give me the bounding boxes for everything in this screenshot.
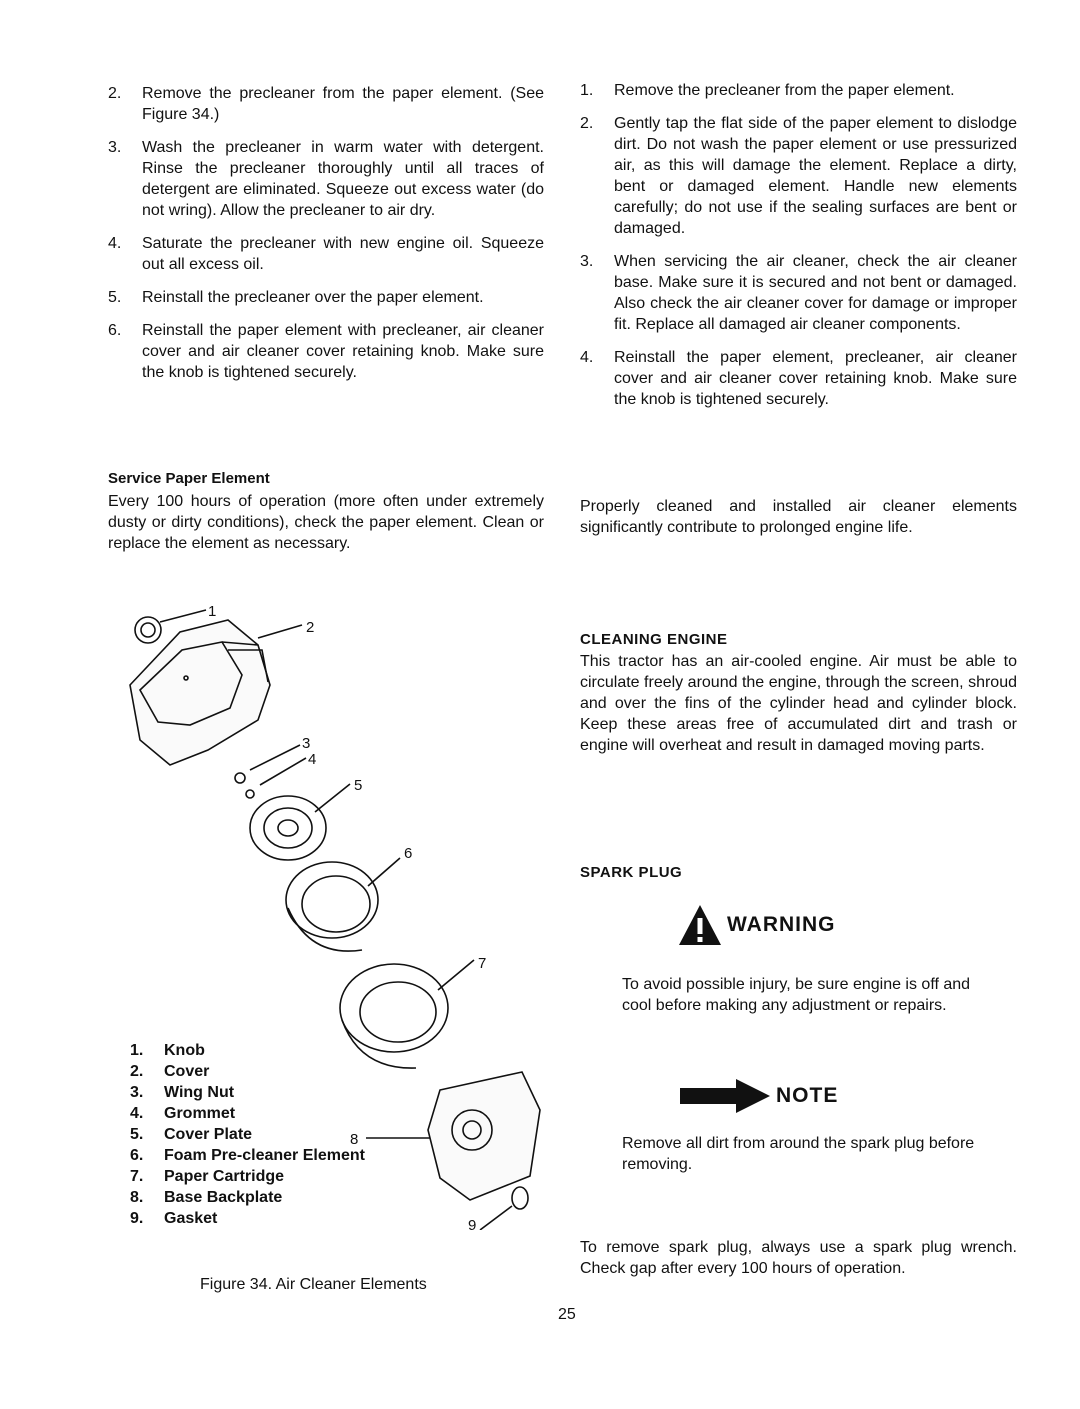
list-item: 6. Reinstall the paper element with precleaner, air cleaner cover and air cleaner cover retaining knob. Make sure the knob is tightened securely.: [108, 322, 544, 381]
list-item: 2. Gently tap the flat side of the paper element to dislodge dirt. Do not wash the paper element or use pressurized air, as this will damage the element. Replace a dirty, bent or damaged element. Handle new elements carefully; do not use if the sealing surfaces are bent or damaged.: [580, 115, 1017, 237]
cover-part: [130, 620, 302, 765]
callout-8: 8: [350, 1131, 359, 1148]
warning-triangle-icon: [677, 903, 723, 947]
properly-cleaned-text: Properly cleaned and installed air cleaner elements significantly contribute to prolonged engine life.: [580, 498, 1017, 536]
warning-banner: [677, 902, 836, 948]
page-number: 25: [558, 1306, 576, 1323]
list-item: 1. Remove the precleaner from the paper element.: [580, 82, 955, 99]
list-item: 4. Saturate the precleaner with new engine oil. Squeeze out all excess oil.: [108, 235, 544, 273]
legend-item: 6. Foam Pre-cleaner Element: [130, 1147, 365, 1164]
callout-6: 6: [404, 845, 413, 862]
remove-spark-plug-text: To remove spark plug, always use a spark plug wrench. Check gap after every 100 hours of operation.: [580, 1239, 1017, 1277]
list-item: 5. Reinstall the precleaner over the paper element.: [108, 289, 484, 306]
legend-item: 3. Wing Nut: [130, 1084, 235, 1101]
legend-item: 8. Base Backplate: [130, 1189, 283, 1206]
legend-item: 2. Cover: [130, 1063, 210, 1080]
callout-2: 2: [306, 619, 315, 636]
warning-text: To avoid possible injury, be sure engine is off and cool before making any adjustment or repairs.: [622, 976, 971, 1014]
left-steps-list: [108, 83, 544, 395]
list-item: 3. Wash the precleaner in warm water with detergent. Rinse the precleaner thoroughly until all traces of detergent are eliminated. Squeeze out excess water (do not wring). Allow the precleaner to air dry.: [108, 139, 544, 219]
callout-4: 4: [308, 751, 317, 768]
callout-1: 1: [208, 603, 217, 620]
service-paper-body: Every 100 hours of operation (more often under extremely dusty or dirty conditions), check the paper element. Clean or replace the element as necessary.: [108, 493, 544, 552]
wing-nut-part: [235, 745, 306, 798]
base-backplate-part: [366, 1072, 540, 1200]
foam-precleaner-part: [286, 858, 400, 951]
right-steps-list: [580, 80, 1017, 422]
cover-plate-part: [250, 784, 350, 860]
callout-7: 7: [478, 955, 487, 972]
callout-3: 3: [302, 735, 311, 752]
legend-item: 4. Grommet: [130, 1105, 236, 1122]
note-arrow-icon: [680, 1077, 772, 1115]
legend-item: 1. Knob: [130, 1042, 205, 1059]
figure-caption: Figure 34. Air Cleaner Elements: [200, 1276, 427, 1293]
note-text: Remove all dirt from around the spark plug before removing.: [622, 1135, 975, 1173]
legend-item: 7. Paper Cartridge: [130, 1168, 285, 1185]
list-item: 4. Reinstall the paper element, precleaner, air cleaner cover and air cleaner cover retaining knob. Make sure the knob is tightened securely.: [580, 349, 1017, 408]
list-item: 3. When servicing the air cleaner, check the air cleaner base. Make sure it is secured and not bent or damaged. Also check the air cleaner cover for damage or improper fit. Replace all damaged air cleaner components.: [580, 253, 1017, 333]
legend-item: 9. Gasket: [130, 1210, 218, 1227]
cleaning-engine-body: This tractor has an air-cooled engine. Air must be able to circulate freely around the engine, through the screen, shroud and over the fins of the cylinder head and cylinder block. Keep these areas free of accumulated dirt and trash or engine will overheat and result in damaged moving parts.: [580, 653, 1017, 754]
note-label: NOTE: [776, 1084, 839, 1107]
warning-label: WARNING: [727, 913, 836, 936]
callout-5: 5: [354, 777, 363, 794]
note-banner: [680, 1076, 838, 1116]
legend-item: 5. Cover Plate: [130, 1126, 253, 1143]
spark-plug-heading: SPARK PLUG: [580, 864, 683, 881]
figure-legend: [130, 1040, 365, 1229]
callout-9: 9: [468, 1217, 477, 1230]
cleaning-engine-heading: CLEANING ENGINE: [580, 631, 728, 648]
service-paper-heading: Service Paper Element: [108, 470, 270, 487]
list-item: 2. Remove the precleaner from the paper element. (See Figure 34.): [108, 85, 544, 123]
